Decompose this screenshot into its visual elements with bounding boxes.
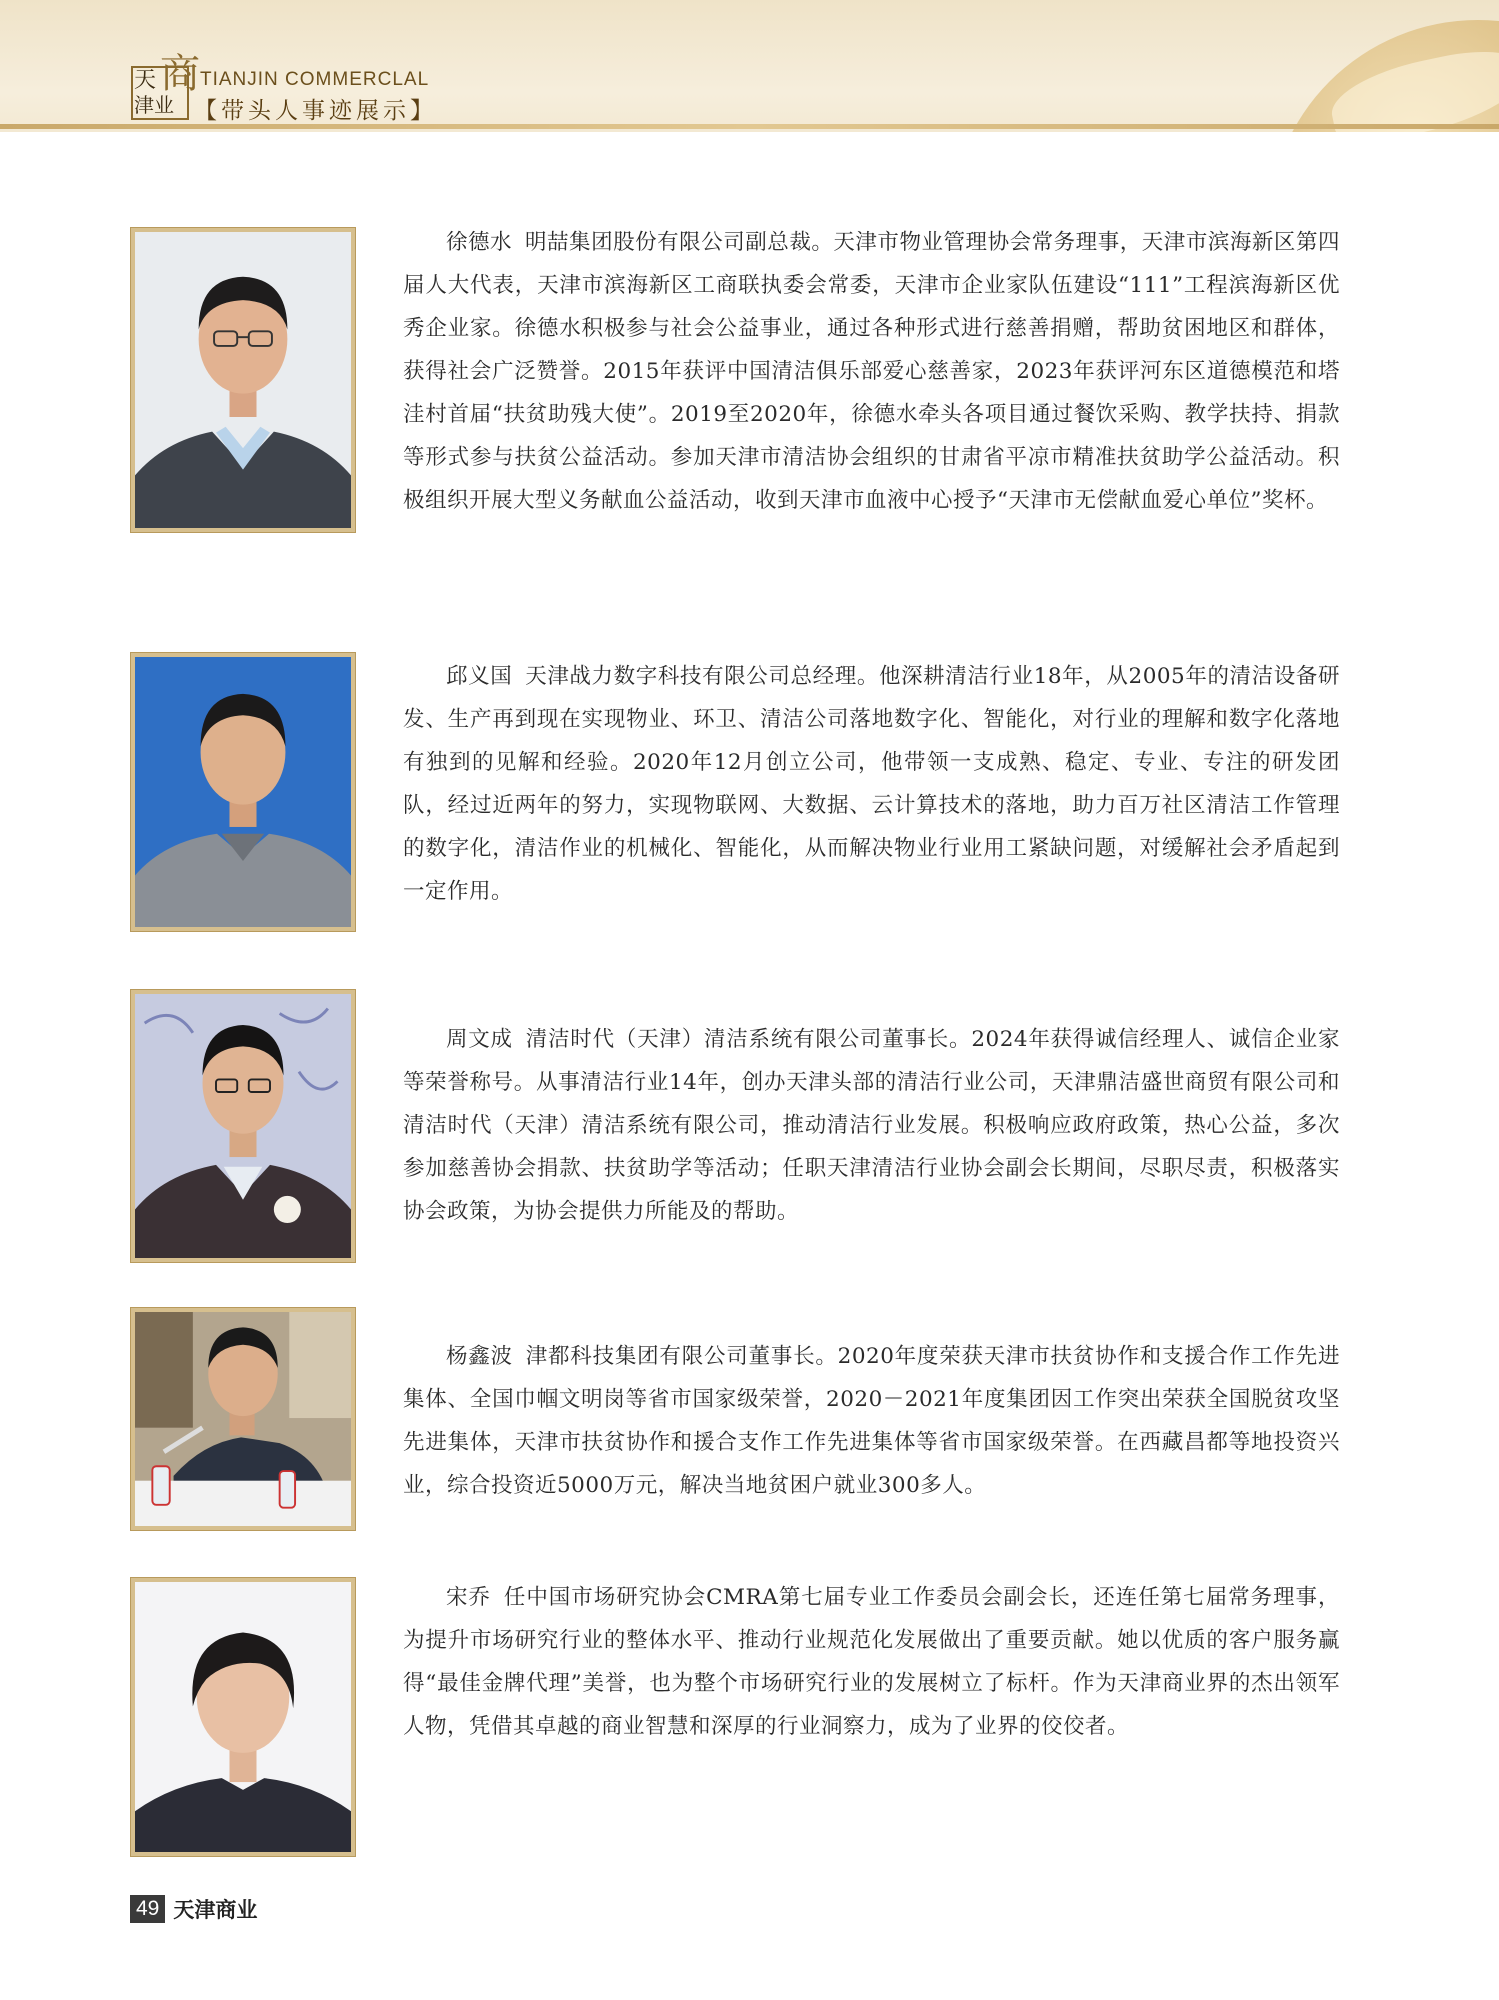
portrait-photo-4 [131,1308,355,1530]
section-title: 【带头人事迹展示】 [194,98,437,124]
profile-text-5: 任中国市场研究协会CMRA第七届专业工作委员会副会长，还连任第七届常务理事，为提升市场研究行业的整体水平、推动行业规范化发展做出了重要贡献。她以优质的客户服务赢得“最佳金牌代理”美誉，也为整个市场研究行业的发展树立了标杆。作为天津商业界的杰出领军人物，凭借其卓越的商业智慧和深厚的行业洞察力，成为了业界的佼佼者。 [403,1585,1340,1739]
profile-bio-5 [403,1576,1340,1748]
portrait-2-image [135,657,351,927]
profile-bio-2 [403,655,1340,913]
profile-name-5: 宋乔 [446,1585,491,1610]
profile-text-1: 明喆集团股份有限公司副总裁。天津市物业管理协会常务理事，天津市滨海新区第四届人大代表，天津市滨海新区工商联执委会常委，天津市企业家队伍建设“111”工程滨海新区优秀企业家。徐德水积极参与社会公益事业，通过各种形式进行慈善捐赠，帮助贫困地区和群体，获得社会广泛赞誉。2015年获评中国清洁俱乐部爱心慈善家，2023年获评河东区道德模范和塔洼村首届“扶贫助残大使”。2019至2020年，徐德水牵头各项目通过餐饮采购、教学扶持、捐款等形式参与扶贫公益活动。参加天津市清洁协会组织的甘肃省平凉市精准扶贫助学公益活动。积极组织开展大型义务献血公益活动，收到天津市血液中心授予“天津市无偿献血爱心单位”奖杯。 [403,230,1340,513]
portrait-photo-1 [131,228,355,532]
profile-name-3: 周文成 [446,1027,513,1052]
portrait-photo-3 [131,990,355,1262]
logo-char-big: 商 [160,51,200,97]
profile-name-2: 邱义国 [446,664,513,689]
logo-char-top: 天 [134,68,157,93]
portrait-1-image [135,232,351,528]
portrait-3-image [135,994,351,1258]
profile-bio-3 [403,1018,1340,1233]
portrait-photo-5 [131,1578,355,1856]
profile-text-4: 津都科技集团有限公司董事长。2020年度荣获天津市扶贫协作和支援合作工作先进集体、全国巾帼文明岗等省市国家级荣誉，2020－2021年度集团因工作突出荣获全国脱贫攻坚先进集体，天津市扶贫协作和援合支作工作先进集体等省市国家级荣誉。在西藏昌都等地投资兴业，综合投资近5000万元，解决当地贫困户就业300多人。 [403,1344,1340,1498]
brand-english: TIANJIN COMMERCLAL [200,69,430,90]
profile-bio-4 [403,1335,1340,1507]
magazine-name: 天津商业 [173,1898,258,1922]
logo-char-bottom: 津业 [134,93,174,117]
profile-bio-1 [403,221,1340,522]
profile-name-4: 杨鑫波 [446,1344,513,1369]
profile-name-1: 徐德水 [446,230,513,255]
page-header [0,0,1499,132]
portrait-4-image [135,1312,351,1526]
portrait-photo-2 [131,653,355,931]
profile-text-2: 天津战力数字科技有限公司总经理。他深耕清洁行业18年，从2005年的清洁设备研发、生产再到现在实现物业、环卫、清洁公司落地数字化、智能化，对行业的理解和数字化落地有独到的见解和经验。2020年12月创立公司，他带领一支成熟、稳定、专业、专注的研发团队，经过近两年的努力，实现物联网、大数据、云计算技术的落地，助力百万社区清洁工作管理的数字化，清洁作业的机械化、智能化，从而解决物业行业用工紧缺问题，对缓解社会矛盾起到一定作用。 [403,664,1340,904]
page-number: 49 [130,1895,165,1923]
portrait-5-image [135,1582,351,1852]
profile-text-3: 清洁时代（天津）清洁系统有限公司董事长。2024年获得诚信经理人、诚信企业家等荣誉称号。从事清洁行业14年，创办天津头部的清洁行业公司，天津鼎洁盛世商贸有限公司和清洁时代（天津）清洁系统有限公司，推动清洁行业发展。积极响应政府政策，热心公益，多次参加慈善协会捐款、扶贫助学等活动；任职天津清洁行业协会副会长期间，尽职尽责，积极落实协会政策，为协会提供力所能及的帮助。 [403,1027,1340,1224]
page-footer [130,1893,257,1925]
